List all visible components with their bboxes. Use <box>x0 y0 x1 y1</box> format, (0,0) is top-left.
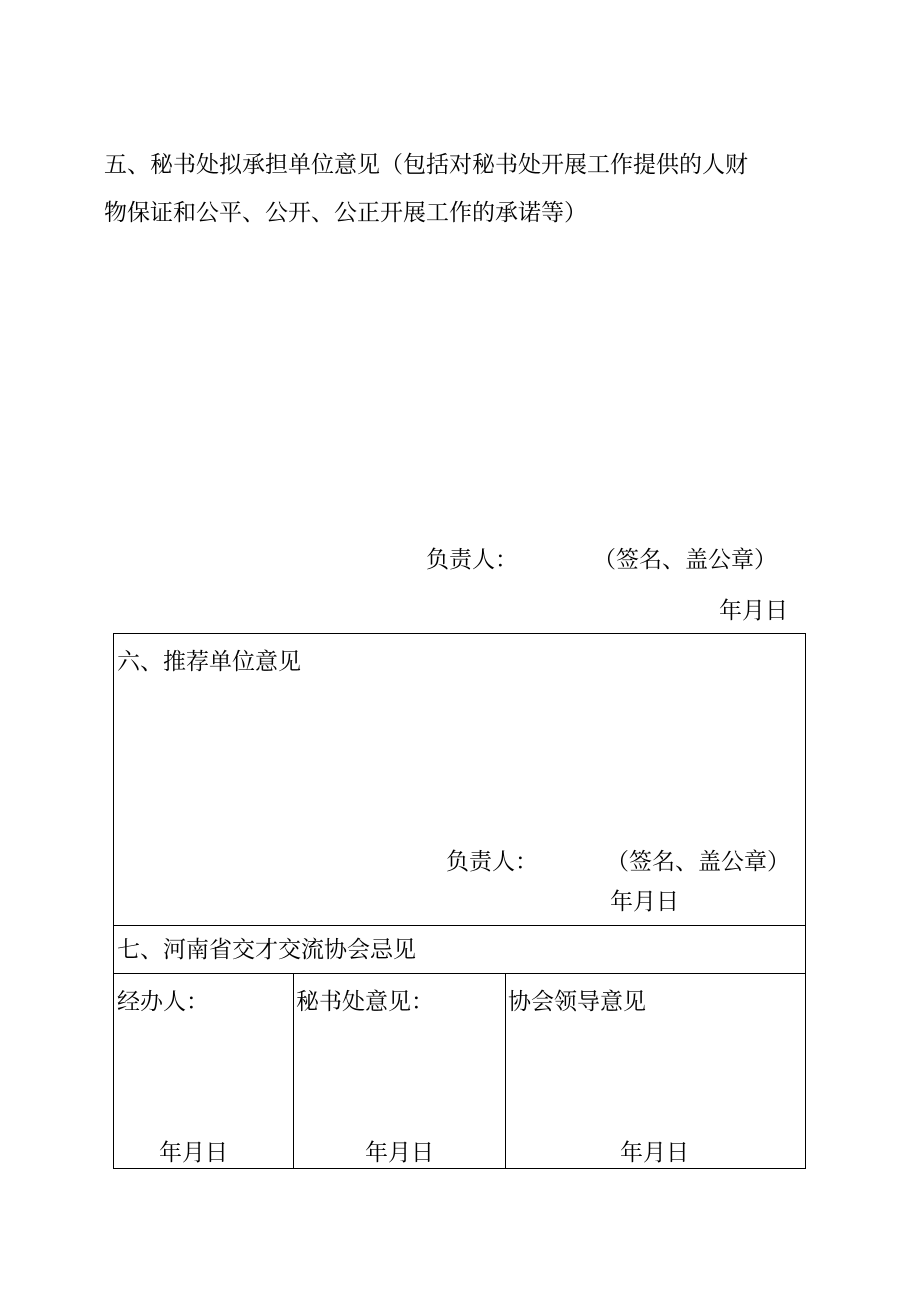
section6-sign-note: （签名、盖公章） <box>606 849 790 875</box>
section6-title: 六、推荐单位意见 <box>117 649 301 675</box>
section5-heading-line1: 五、秘书处拟承担单位意见（包括对秘书处开展工作提供的人财 <box>104 152 748 178</box>
section6-date: 年月日 <box>610 889 679 915</box>
section6-responsible-label: 负责人： <box>446 849 538 875</box>
column-secretariat-label: 秘书处意见： <box>296 989 434 1015</box>
column-handler-label: 经办人： <box>117 989 209 1015</box>
section5-sign-note: （签名、盖公章） <box>593 547 777 573</box>
column-leadership-date: 年月日 <box>620 1140 689 1166</box>
table-rule-section7-top <box>113 925 806 926</box>
column-handler-date: 年月日 <box>159 1140 228 1166</box>
table-border <box>113 633 806 1169</box>
column-leadership-label: 协会领导意见 <box>508 989 646 1015</box>
table-rule-col1 <box>293 973 294 1169</box>
column-secretariat-date: 年月日 <box>365 1140 434 1166</box>
section5-responsible-label: 负责人： <box>426 547 518 573</box>
section5-date: 年月日 <box>719 598 788 624</box>
section7-title: 七、河南省交才交流协会忌见 <box>117 937 416 963</box>
table-rule-col2 <box>505 973 506 1169</box>
section5-heading-line2: 物保证和公平、公开、公正开展工作的承诺等） <box>104 200 587 226</box>
table-rule-columns-top <box>113 973 806 974</box>
